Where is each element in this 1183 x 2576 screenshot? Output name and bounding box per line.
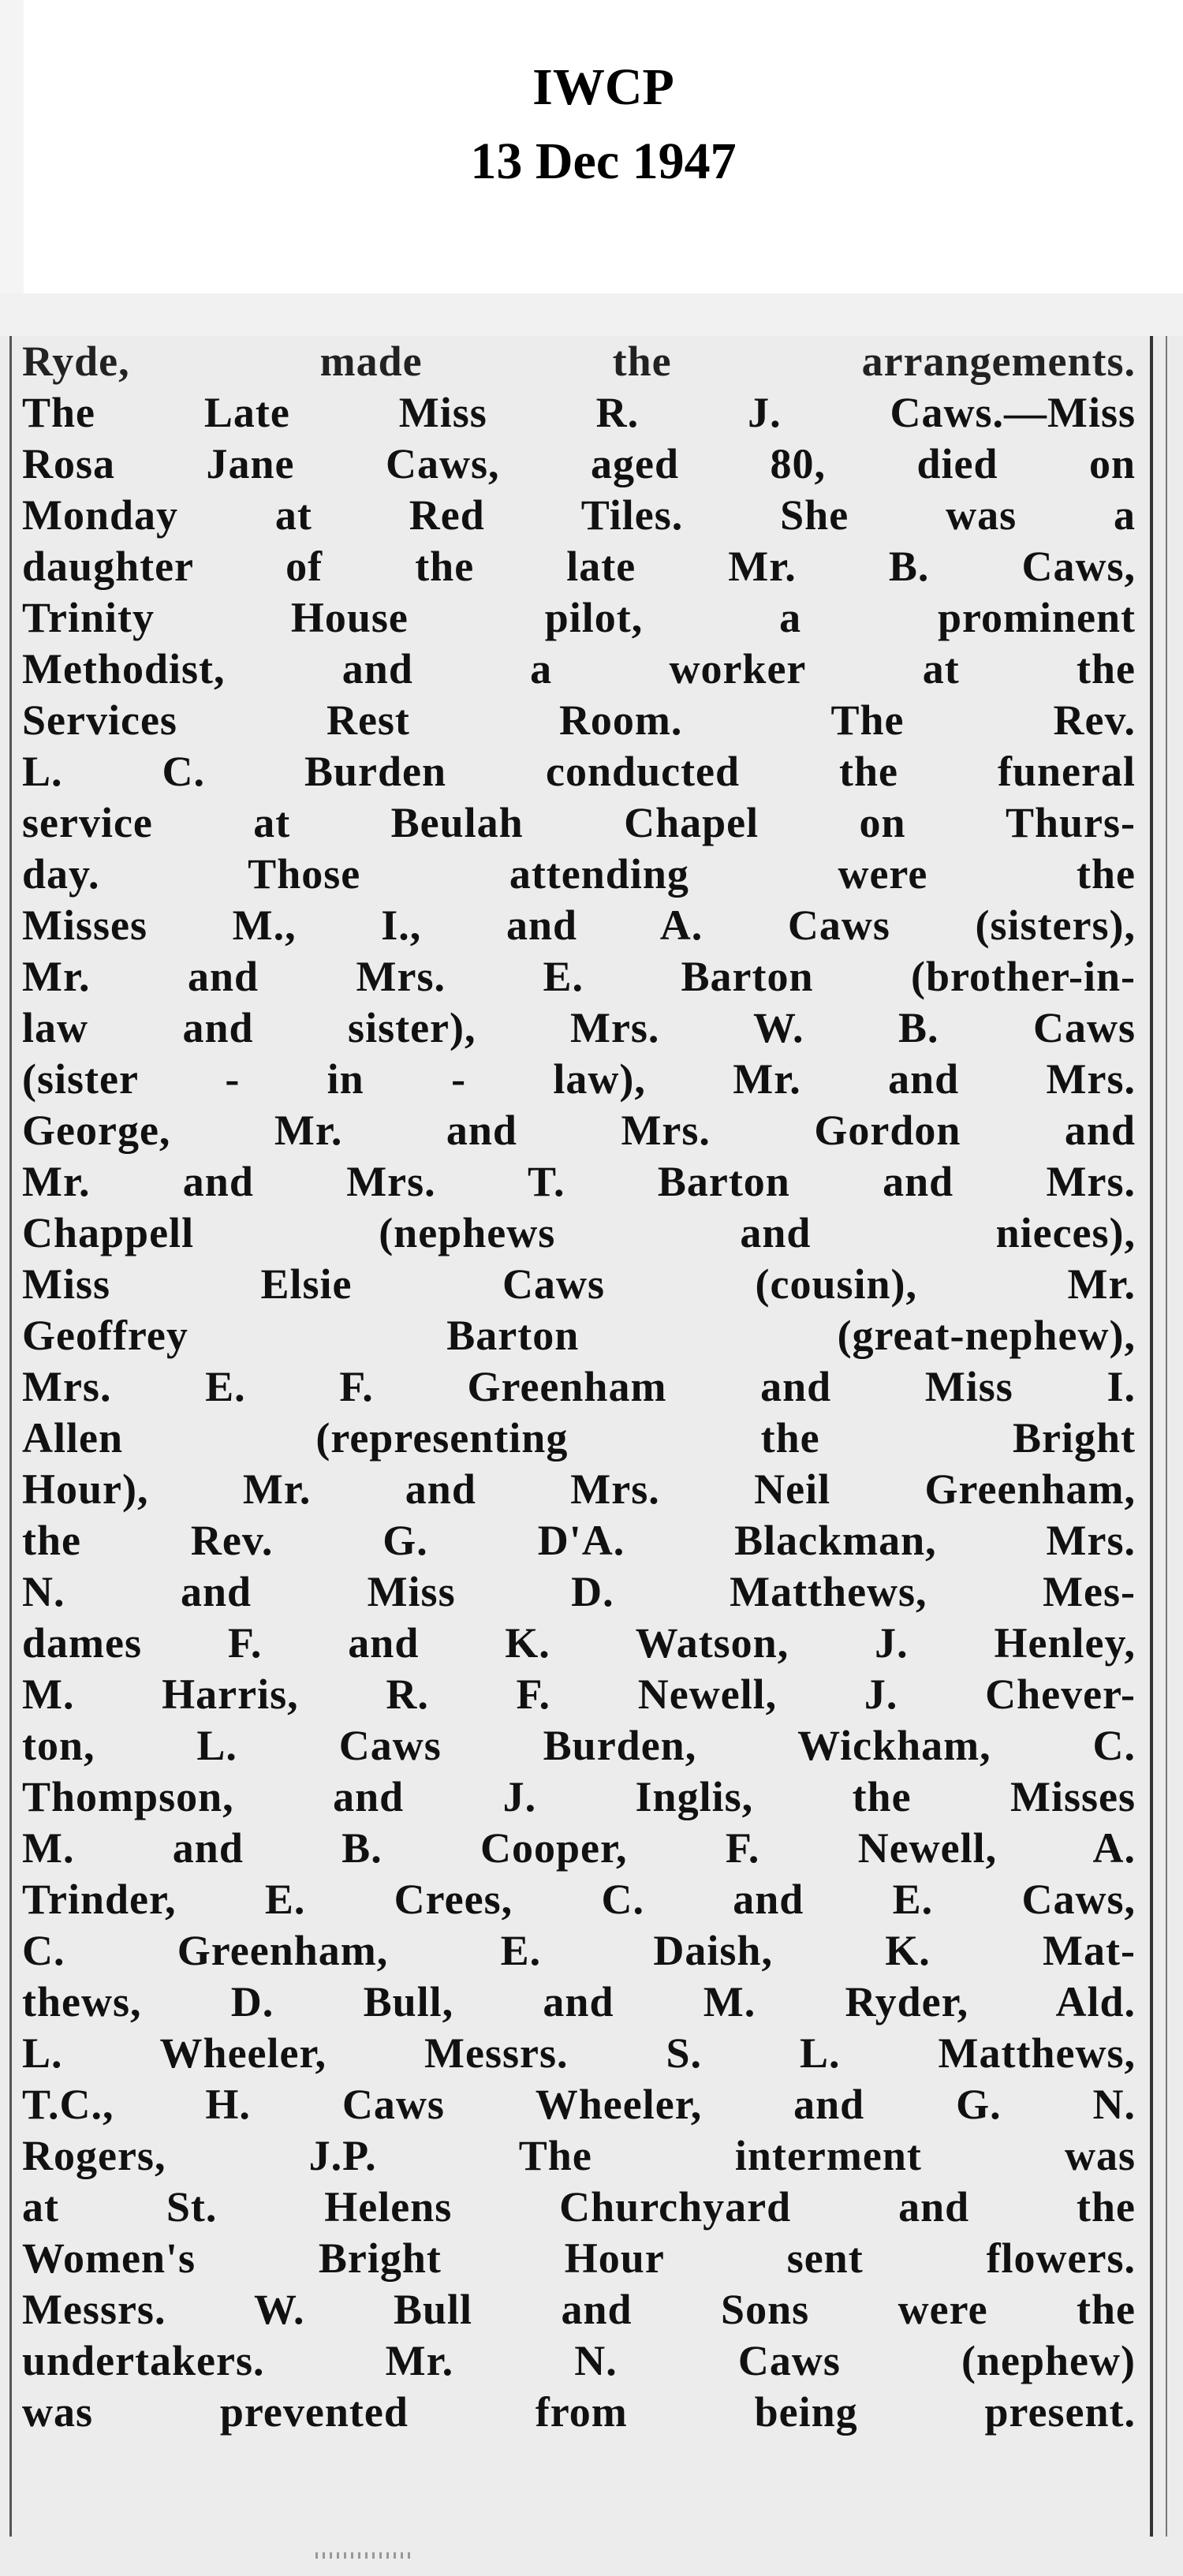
article-line: was prevented from being present. bbox=[22, 2388, 1136, 2436]
article-line: Hour), Mr. and Mrs. Neil Greenham, bbox=[22, 1465, 1136, 1513]
article-line: Geoffrey Barton (great-nephew), bbox=[22, 1312, 1136, 1359]
article-line: Mrs. E. F. Greenham and Miss I. bbox=[22, 1363, 1136, 1410]
article-line: Women's Bright Hour sent flowers. bbox=[22, 2234, 1136, 2282]
article-line: Monday at Red Tiles. She was a bbox=[22, 491, 1136, 539]
publication-date: 13 Dec 1947 bbox=[470, 133, 737, 190]
article-line: at St. Helens Churchyard and the bbox=[22, 2183, 1136, 2231]
article-line: service at Beulah Chapel on Thurs- bbox=[22, 799, 1136, 846]
article-line: thews, D. Bull, and M. Ryder, Ald. bbox=[22, 1978, 1136, 2025]
article-line: Trinder, E. Crees, C. and E. Caws, bbox=[22, 1876, 1136, 1923]
article-line: Mr. and Mrs. E. Barton (brother-in- bbox=[22, 953, 1136, 1000]
article-line: law and sister), Mrs. W. B. Caws bbox=[22, 1004, 1136, 1051]
article-line: M. Harris, R. F. Newell, J. Chever- bbox=[22, 1671, 1136, 1718]
article-line: Misses M., I., and A. Caws (sisters), bbox=[22, 902, 1136, 949]
article-line: Thompson, and J. Inglis, the Misses bbox=[22, 1773, 1136, 1820]
article-line: ton, L. Caws Burden, Wickham, C. bbox=[22, 1722, 1136, 1769]
article-line: the Rev. G. D'A. Blackman, Mrs. bbox=[22, 1517, 1136, 1564]
article-line: daughter of the late Mr. B. Caws, bbox=[22, 543, 1136, 590]
article-line: N. and Miss D. Matthews, Mes- bbox=[22, 1568, 1136, 1615]
column-rule-right bbox=[1150, 336, 1153, 2537]
column-rule-left bbox=[9, 336, 12, 2537]
article-line: George, Mr. and Mrs. Gordon and bbox=[22, 1107, 1136, 1154]
article-line: (sister - in - law), Mr. and Mrs. bbox=[22, 1055, 1136, 1103]
article-line: undertakers. Mr. N. Caws (nephew) bbox=[22, 2337, 1136, 2384]
article-line: M. and B. Cooper, F. Newell, A. bbox=[22, 1824, 1136, 1872]
article-line: Rosa Jane Caws, aged 80, died on bbox=[22, 440, 1136, 487]
article-line: Miss Elsie Caws (cousin), Mr. bbox=[22, 1260, 1136, 1308]
article-line: C. Greenham, E. Daish, K. Mat- bbox=[22, 1927, 1136, 1974]
article-line: L. C. Burden conducted the funeral bbox=[22, 748, 1136, 795]
clipping-top-edge bbox=[0, 293, 1183, 336]
column-rule-right-outer bbox=[1166, 336, 1167, 2537]
article-line: Mr. and Mrs. T. Barton and Mrs. bbox=[22, 1158, 1136, 1205]
article-line: T.C., H. Caws Wheeler, and G. N. bbox=[22, 2081, 1136, 2128]
article-line: The Late Miss R. J. Caws.—Miss bbox=[22, 389, 1136, 436]
article-line: Messrs. W. Bull and Sons were the bbox=[22, 2286, 1136, 2333]
document-header bbox=[24, 0, 1183, 293]
article-line: Rogers, J.P. The interment was bbox=[22, 2132, 1136, 2179]
article-line: Chappell (nephews and nieces), bbox=[22, 1209, 1136, 1256]
article-line: Trinity House pilot, a prominent bbox=[22, 594, 1136, 641]
article-line: Allen (representing the Bright bbox=[22, 1414, 1136, 1462]
article-line: Methodist, and a worker at the bbox=[22, 645, 1136, 693]
article-line: Services Rest Room. The Rev. bbox=[22, 696, 1136, 744]
article-line: Ryde, made the arrangements. bbox=[22, 338, 1136, 385]
article-line: day. Those attending were the bbox=[22, 850, 1136, 898]
article-line: L. Wheeler, Messrs. S. L. Matthews, bbox=[22, 2029, 1136, 2077]
publication-title: IWCP bbox=[532, 58, 674, 116]
print-specks bbox=[315, 2552, 410, 2559]
article-column bbox=[22, 336, 1136, 2438]
article-line: dames F. and K. Watson, J. Henley, bbox=[22, 1619, 1136, 1667]
